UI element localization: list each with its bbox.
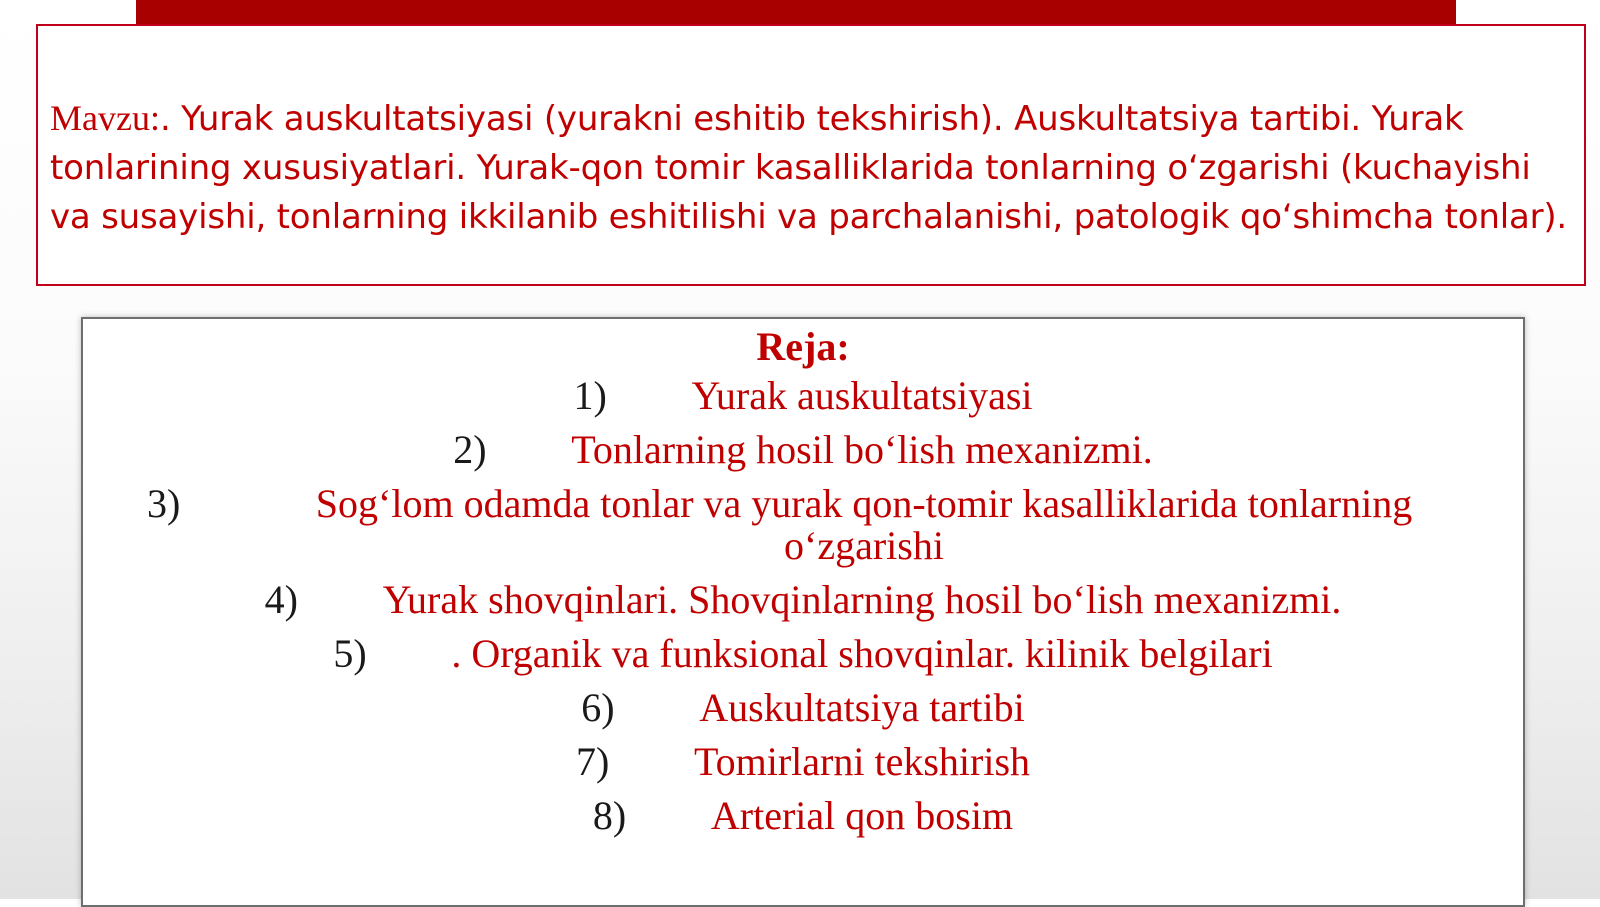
plan-item-text: Arterial qon bosim: [710, 793, 1014, 838]
plan-item-text: Yurak shovqinlari. Shovqinlarning hosil bo‘lish mexanizmi.: [382, 577, 1342, 622]
plan-item-6: [83, 687, 1523, 741]
plan-item-number: 4): [264, 577, 298, 622]
plan-item-3: [83, 483, 1523, 579]
plan-item-1: [83, 375, 1523, 429]
topic-label: Mavzu:: [50, 98, 160, 138]
plan-item-number: 1): [573, 373, 607, 418]
plan-item-number: 2): [453, 427, 487, 472]
topic-heading: [50, 94, 1572, 241]
plan-item-text: Yurak auskultatsiyasi: [691, 373, 1033, 418]
plan-item-number: 8): [592, 793, 627, 838]
top-accent-band: [136, 0, 1456, 25]
plan-item-number: 6): [581, 685, 615, 730]
plan-item-number: 5): [333, 631, 367, 676]
topic-text: . Yurak auskultatsiyasi (yurakni eshitib tekshirish). Auskultatsiya tartibi. Yurak tonlarining xususiyatlari. Yurak-qon tomir kasalliklarida tonlarning o‘zgarishi (kuchayishi va susayishi, tonlarning ikkilanib eshitilishi va parchalanishi, patologik qo‘shimcha tonlar).: [50, 99, 1568, 237]
plan-list: [83, 375, 1523, 849]
plan-item-8: [83, 795, 1523, 849]
plan-title: Reja:: [756, 324, 850, 369]
plan-item-text: . Organik va funksional shovqinlar. kilinik belgilari: [451, 631, 1273, 676]
plan-item-5: [83, 633, 1523, 687]
plan-item-text: Sog‘lom odamda tonlar va yurak qon-tomir kasalliklarida tonlarning o‘zgarishi: [315, 481, 1413, 568]
plan-item-7: [83, 741, 1523, 795]
plan-item-text: Tomirlarni tekshirish: [693, 739, 1031, 784]
plan-item-number: 7): [575, 739, 610, 784]
plan-box: [81, 317, 1525, 907]
plan-item-text: Auskultatsiya tartibi: [699, 685, 1025, 730]
topic-box: [36, 24, 1586, 286]
plan-item-2: [83, 429, 1523, 483]
plan-item-text: Tonlarning hosil bo‘lish mexanizmi.: [571, 427, 1153, 472]
plan-item-4: [83, 579, 1523, 633]
plan-item-number: 3): [147, 481, 181, 526]
